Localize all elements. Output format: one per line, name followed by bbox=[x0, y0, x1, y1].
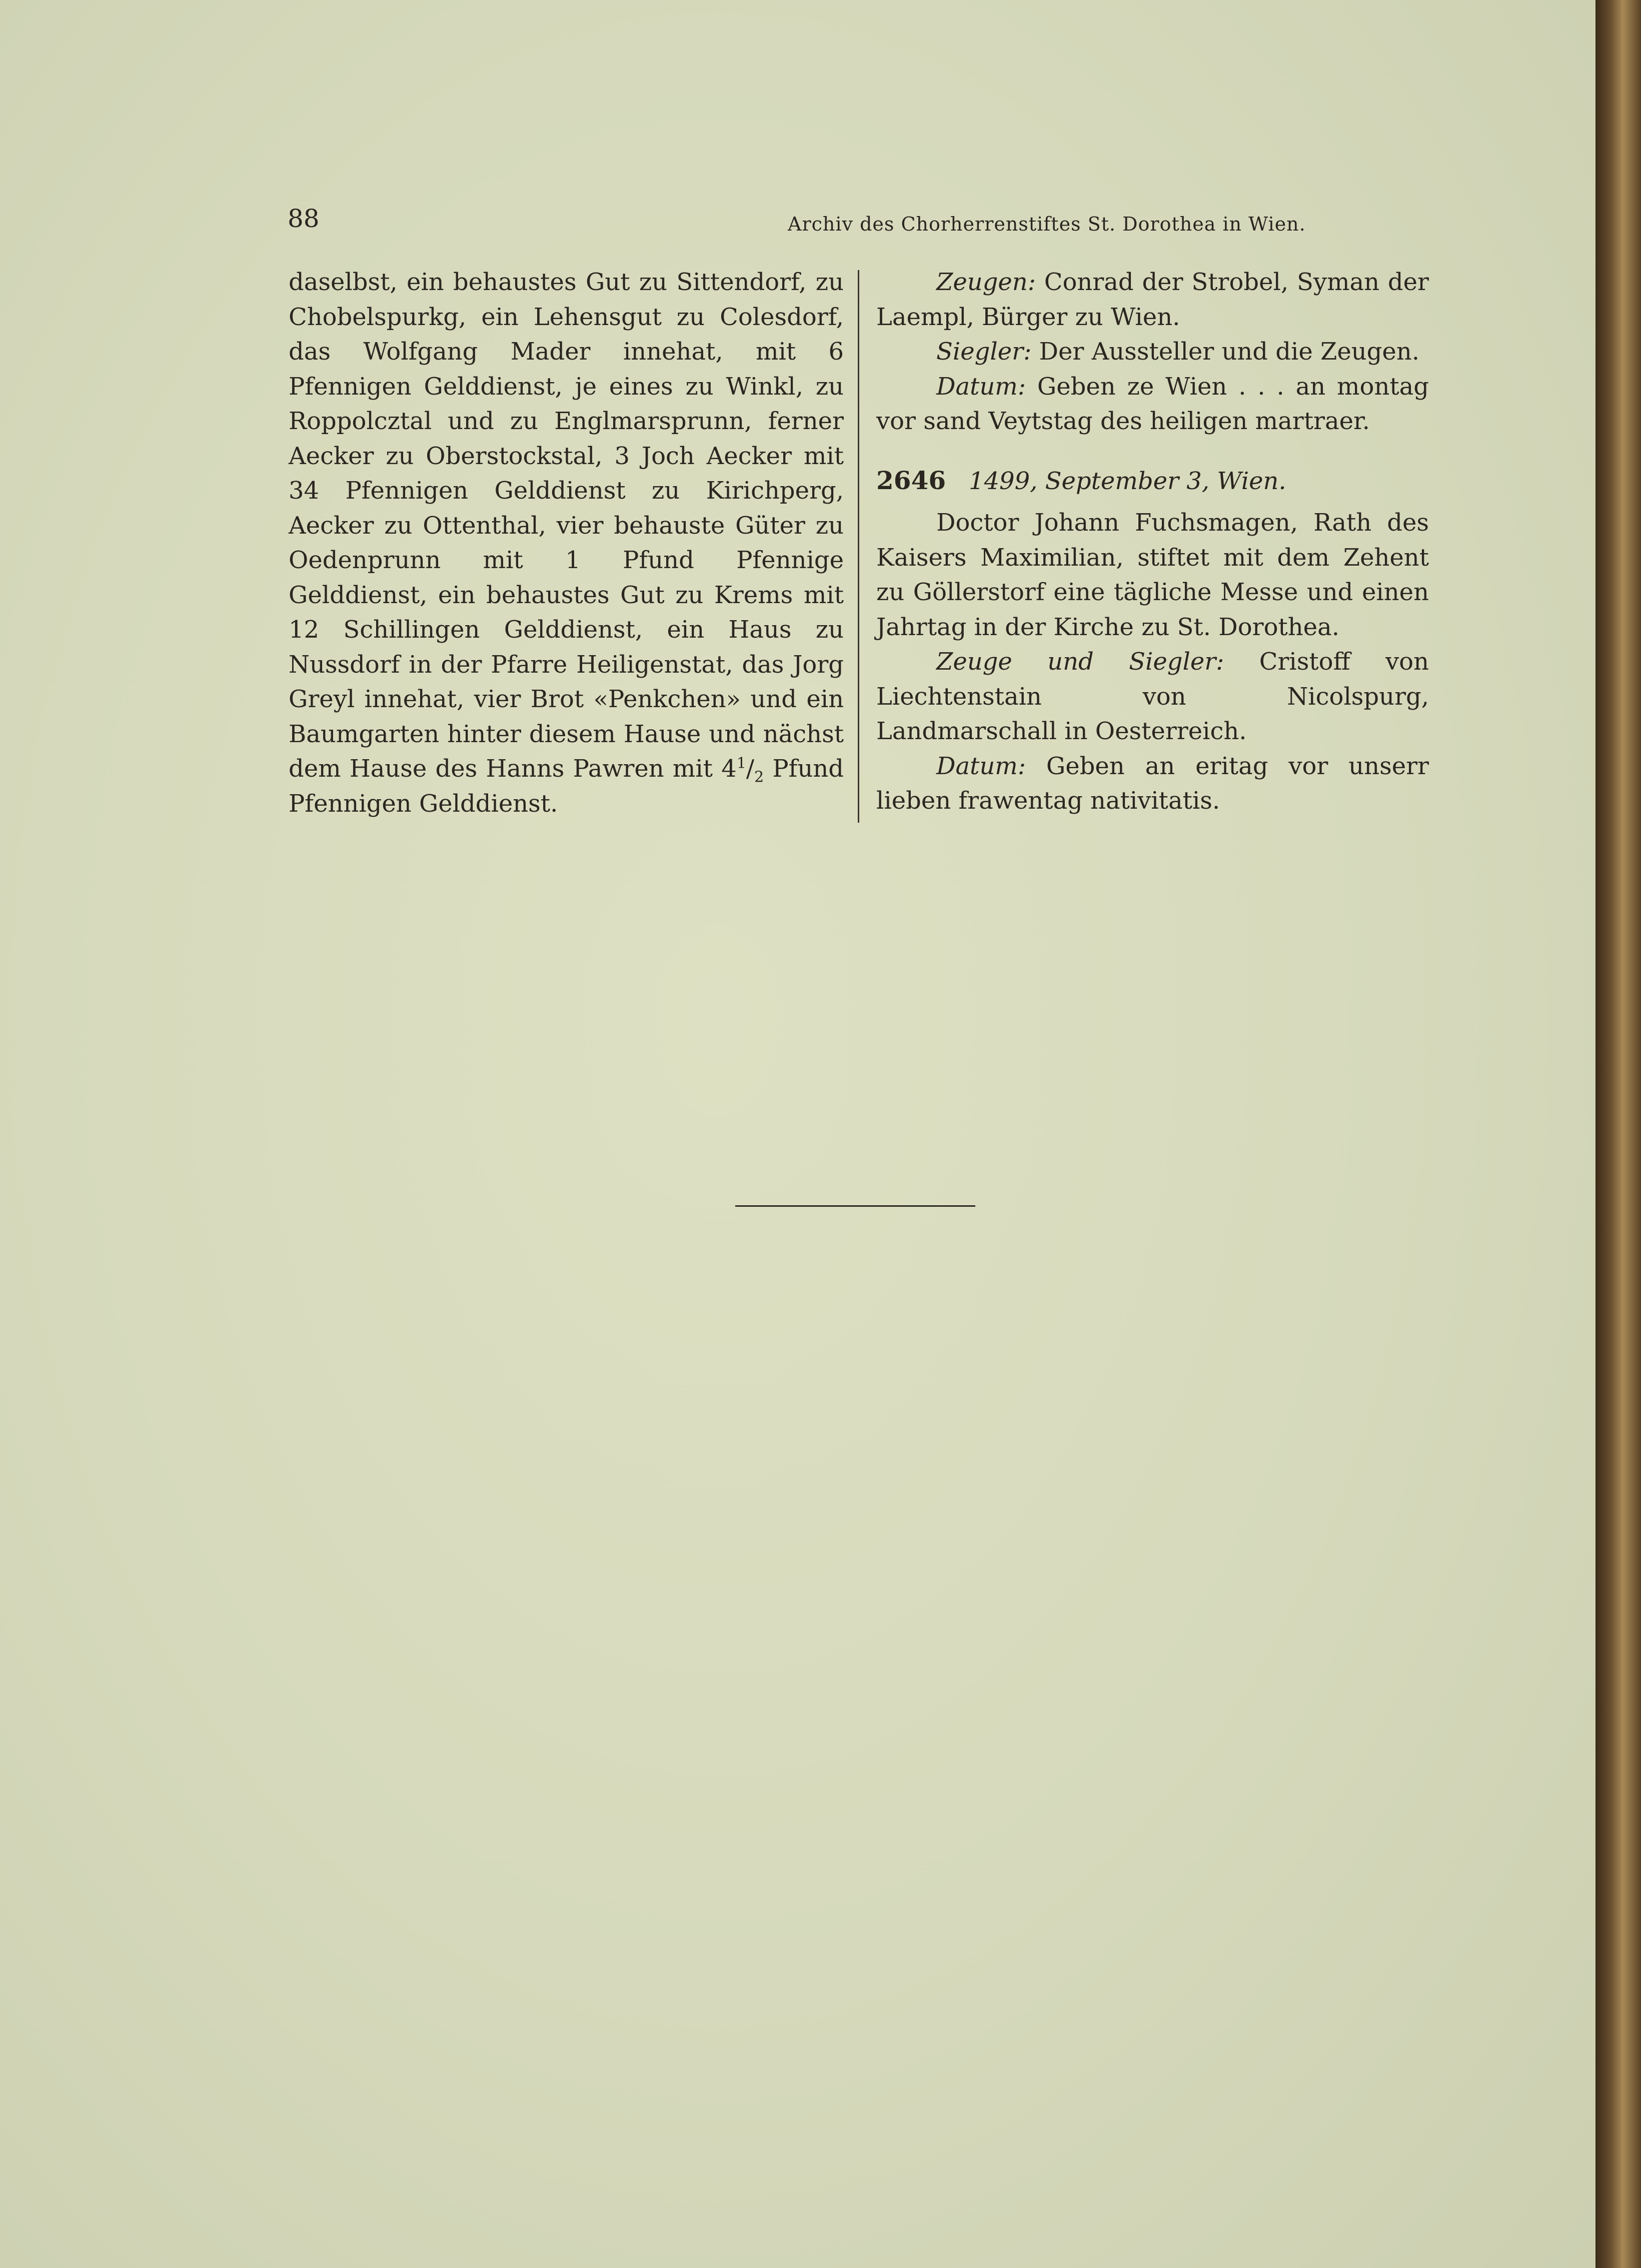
running-title: Archiv des Chorherrenstiftes St. Dorothea in Wien. bbox=[788, 213, 1306, 235]
column-divider bbox=[858, 270, 859, 823]
zeugen-paragraph bbox=[876, 265, 1429, 335]
siegler-text: Der Aussteller und die Zeugen. bbox=[1031, 338, 1419, 366]
zeugen-text: Conrad der Strobel, Syman der Laempl, Bürger zu Wien. bbox=[876, 268, 1429, 331]
siegler-paragraph bbox=[876, 335, 1429, 370]
entry-heading bbox=[876, 463, 1429, 499]
datum-paragraph bbox=[876, 370, 1429, 439]
fraction-denominator: 2 bbox=[754, 768, 764, 786]
right-column bbox=[876, 265, 1429, 819]
zeuge-siegler-text: Cristoff von Liechtenstain von Nicolspurg, Landmarschall in Oesterreich. bbox=[876, 648, 1429, 745]
datum-2-paragraph bbox=[876, 749, 1429, 819]
entry-date: 1499, September 3, Wien. bbox=[968, 467, 1286, 495]
entry-summary: Doctor Johann Fuchsmagen, Rath des Kaisers Maximilian, stiftet mit dem Zehent zu Göllerstorf eine tägliche Messe und einen Jahrtag in der Kirche zu St. Dorothea. bbox=[876, 509, 1429, 641]
left-column-text-end: Pfund Pfennigen Gelddienst. bbox=[289, 755, 844, 818]
siegler-label: Siegler: bbox=[936, 338, 1032, 366]
zeugen-label: Zeugen: bbox=[936, 268, 1036, 296]
fraction-numerator: 1 bbox=[736, 755, 746, 772]
datum-text: Geben ze Wien . . . an montag vor sand Veytstag des heiligen martraer. bbox=[876, 372, 1429, 435]
entry-number: 2646 bbox=[876, 465, 946, 495]
datum-2-text: Geben an eritag vor unserr lieben frawentag nativitatis. bbox=[876, 752, 1429, 815]
page-number: 88 bbox=[288, 204, 320, 233]
page-header bbox=[288, 204, 1306, 244]
book-spine-edge bbox=[1595, 0, 1641, 2268]
left-column-text: daselbst, ein behaustes Gut zu Sittendorf, zu Chobelspurkg, ein Lehensgut zu Colesdorf, das Wolfgang Mader innehat, mit 6 Pfennigen Gelddienst, je eines zu Winkl, zu Roppolcztal und zu Englmarsprunn, ferner Aecker zu Oberstockstal, 3 Joch Aecker mit 34 Pfennigen Gelddienst zu Kirichperg, Aecker zu Ottenthal, vier behauste Güter zu Oedenprunn mit 1 Pfund Pfennige Gelddienst, ein behaustes Gut zu Krems mit 12 Schillingen Gelddienst, ein Haus zu Nussdorf in der Pfarre Heiligenstat, das Jorg Greyl innehat, vier Brot «Penkchen» und ein Baumgarten hinter diesem Hause und nächst dem Hause des Hanns Pawren mit 4 bbox=[289, 268, 844, 783]
datum-2-label: Datum: bbox=[936, 752, 1026, 780]
left-column-paragraph: daselbst, ein behaustes Gut zu Sittendorf, zu Chobelspurkg, ein Lehensgut zu Colesdorf, das Wolfgang Mader innehat, mit 6 Pfennigen Gelddienst, je eines zu Winkl, zu Roppolcztal und zu Englmarsprunn, ferner Aecker zu Oberstockstal, 3 Joch Aecker mit 34 Pfennigen Gelddienst zu Kirichperg, Aecker zu Ottenthal, vier behauste Güter zu Oedenprunn mit 1 Pfund Pfennige Gelddienst, ein behaustes Gut zu Krems mit 12 Schillingen Gelddienst, ein Haus zu Nussdorf in der Pfarre Heiligenstat, das Jorg Greyl innehat, vier Brot «Penkchen» und ein Baumgarten hinter diesem Hause und nächst dem Hause des Hanns Pawren mit $4^1/_2$ Pfund Pfennigen Gelddienst. bbox=[289, 268, 844, 818]
datum-label: Datum: bbox=[936, 372, 1026, 401]
zeuge-siegler-paragraph bbox=[876, 645, 1429, 749]
left-column bbox=[289, 265, 844, 821]
zeuge-siegler-label: Zeuge und Siegler: bbox=[936, 648, 1224, 676]
section-end-rule bbox=[735, 1205, 975, 1207]
